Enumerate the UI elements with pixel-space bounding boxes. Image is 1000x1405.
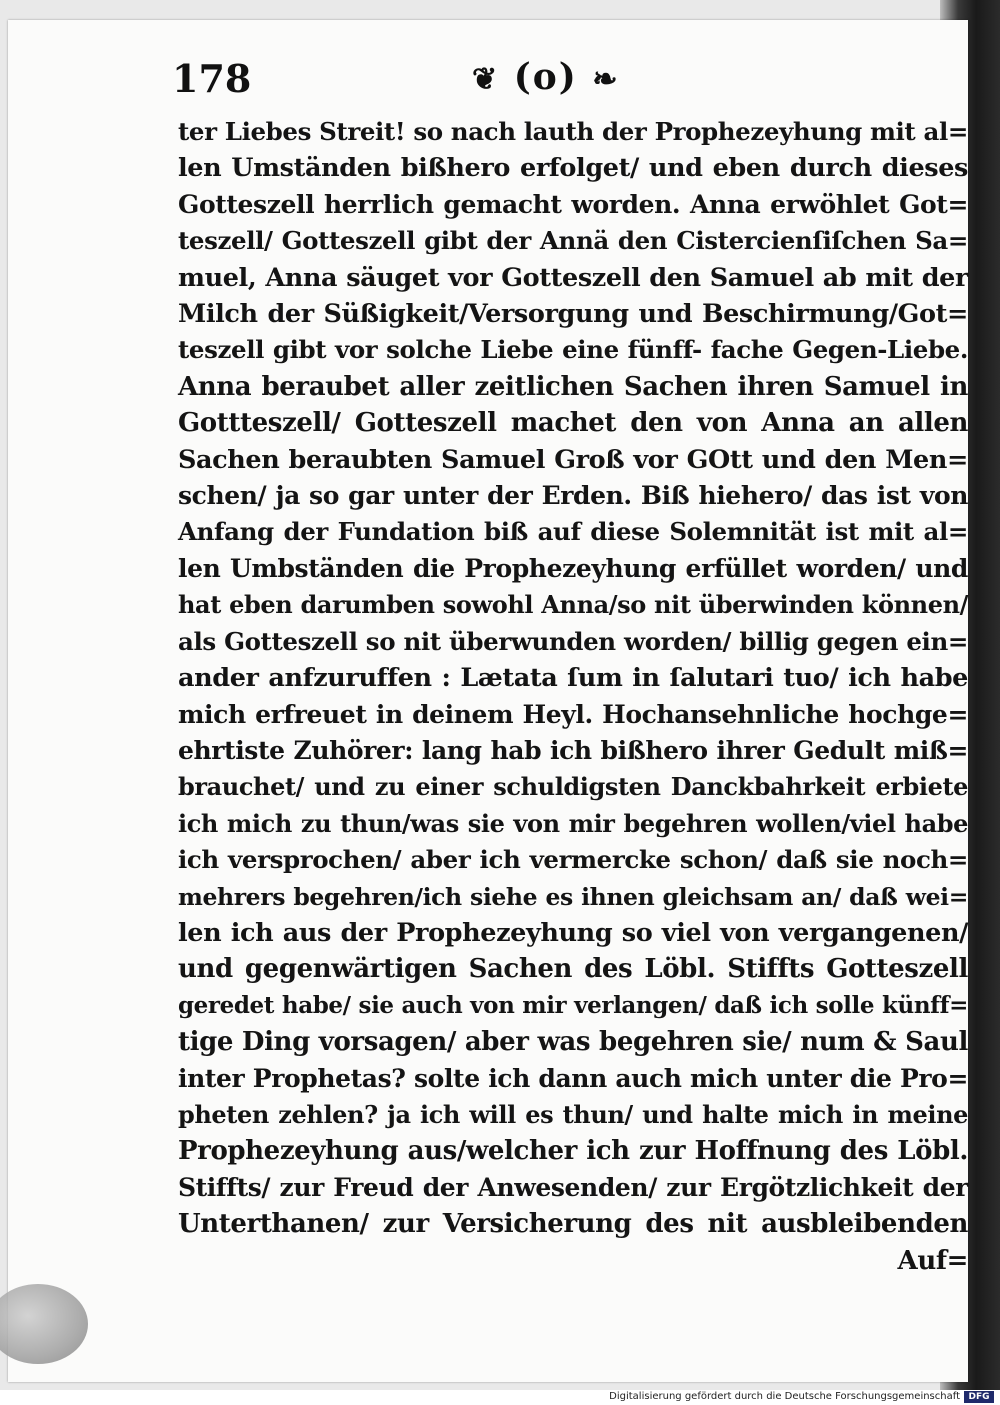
text-line: Anna beraubet aller zeitlichen Sachen ihren Samuel in bbox=[178, 371, 968, 402]
dfg-logo: DFG bbox=[964, 1391, 994, 1403]
text-line: mehrers begehren/ich siehe es ihnen gleichsam an/ daß wei= bbox=[178, 882, 968, 911]
text-line: und gegenwärtigen Sachen des Löbl. Stiffts Gotteszell bbox=[178, 954, 968, 985]
funding-credit: Digitalisierung gefördert durch die Deutsche Forschungsgemeinschaft bbox=[609, 1391, 960, 1402]
text-line: ander anfzuruffen : Lætata ſum in ſalutari tuo/ ich habe bbox=[178, 663, 968, 694]
text-line: mich erfreuet in deinem Heyl. Hochansehnliche hochge= bbox=[178, 699, 968, 729]
text-line: Unterthanen/ zur Versicherung des nit ausbleibenden bbox=[178, 1209, 968, 1240]
text-line: Milch der Süßigkeit/Versorgung und Beschirmung/Got= bbox=[178, 299, 968, 330]
text-line: brauchet/ und zu einer schuldigsten Danckbahrkeit erbiete bbox=[178, 772, 968, 802]
text-line: Gotteszell herrlich gemacht worden. Anna erwöhlet Got= bbox=[178, 189, 968, 219]
text-line: hat eben darumben sowohl Anna/so nit überwinden können/ bbox=[178, 590, 968, 620]
text-line: tige Ding vorsagen/ aber was begehren sie/ num & Saul bbox=[178, 1027, 968, 1058]
text-line: Sachen beraubten Samuel Groß vor GOtt und den Men= bbox=[178, 444, 968, 475]
text-line: ich versprochen/ aber ich vermercke schon/ daß sie noch= bbox=[178, 845, 968, 875]
text-line: teszell gibt vor solche Liebe eine fünff- fache Gegen-Liebe. bbox=[178, 335, 968, 365]
text-line: Stiffts/ zur Freud der Anwesenden/ zur Ergötzlichkeit der bbox=[178, 1172, 968, 1202]
text-line: inter Prophetas? solte ich dann auch mich unter die Pro= bbox=[178, 1063, 968, 1093]
text-line: Prophezeyhung aus/welcher ich zur Hoffnung des Löbl. bbox=[178, 1136, 968, 1167]
text-line: ter Liebes Streit! so nach lauth der Prophezeyhung mit al= bbox=[178, 117, 968, 146]
flourish-left-icon: ❦ bbox=[472, 62, 500, 97]
text-line: len Umbständen die Prophezeyhung erfüllet worden/ und bbox=[178, 553, 968, 583]
text-line: muel, Anna säuget vor Gotteszell den Samuel ab mit der bbox=[178, 262, 968, 293]
text-line: len ich aus der Prophezeyhung so viel von vergangenen/ bbox=[178, 917, 968, 948]
text-line: geredet habe/ sie auch von mir verlangen/ daß ich solle künff= bbox=[178, 991, 968, 1019]
text-line: len Umständen bißhero erfolget/ und eben durch dieses bbox=[178, 153, 968, 184]
header-ornament bbox=[472, 56, 619, 98]
catchword: Auf= bbox=[897, 1245, 968, 1276]
body-text bbox=[178, 114, 968, 1279]
page-header bbox=[172, 56, 952, 108]
text-line: Anfang der Fundation biß auf diese Solemnität ist mit al= bbox=[178, 517, 968, 547]
flourish-right-icon: ❧ bbox=[592, 62, 620, 97]
text-line: als Gotteszell so nit überwunden worden/ billig gegen ein= bbox=[178, 626, 968, 656]
text-line: ich mich zu thun/was sie von mir begehren wollen/viel habe bbox=[178, 808, 968, 838]
text-line: schen/ ja so gar unter der Erden. Biß hiehero/ das ist von bbox=[178, 481, 968, 511]
scanner-thumb bbox=[0, 1284, 88, 1364]
page-number: 178 bbox=[172, 56, 252, 101]
text-line: pheten zehlen? ja ich will es thun/ und halte mich in meine bbox=[178, 1099, 968, 1129]
text-line: teszell/ Gotteszell gibt der Annä den Cistercienſiſchen Sa= bbox=[178, 226, 968, 256]
text-line: ehrtiste Zuhörer: lang hab ich bißhero ihrer Gedult miß= bbox=[178, 735, 968, 765]
text-line: Gottteszell/ Gotteszell machet den von Anna an allen bbox=[178, 408, 968, 439]
ornament-text: (o) bbox=[513, 56, 578, 98]
